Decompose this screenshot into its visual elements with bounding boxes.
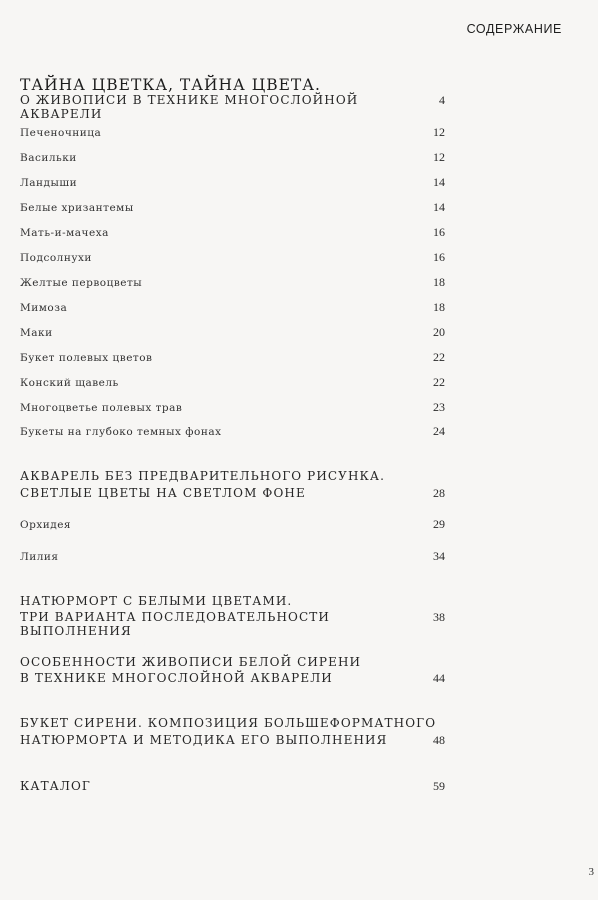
toc-item	[20, 424, 445, 439]
page-number: 3	[588, 866, 594, 878]
section-subtitle: СВЕТЛЫЕ ЦВЕТЫ НА СВЕТЛОМ ФОНЕ	[20, 486, 306, 500]
toc-item-page: 22	[433, 350, 445, 364]
section-subtitle: ТРИ ВАРИАНТА ПОСЛЕДОВАТЕЛЬНОСТИ ВЫПОЛНЕНИЯ	[20, 610, 330, 638]
toc-item	[20, 400, 445, 415]
toc-item	[20, 200, 445, 215]
toc-item-label: Желтые первоцветы	[20, 277, 143, 289]
toc-item-page: 24	[433, 424, 445, 438]
toc-item	[20, 300, 445, 315]
toc-item-label: Лилия	[20, 551, 59, 563]
toc-item	[20, 549, 445, 564]
section4-title-line2-row	[20, 671, 445, 686]
section-title: АКВАРЕЛЬ БЕЗ ПРЕДВАРИТЕЛЬНОГО РИСУНКА.	[20, 469, 386, 483]
page-ref: 48	[433, 733, 445, 747]
section-subtitle: НАТЮРМОРТА И МЕТОДИКА ЕГО ВЫПОЛНЕНИЯ	[20, 733, 388, 747]
toc-item-page: 12	[433, 125, 445, 139]
toc-item	[20, 325, 445, 340]
toc-item-label: Белые хризантемы	[20, 202, 134, 214]
toc-item	[20, 250, 445, 265]
toc-item-page: 16	[433, 250, 445, 264]
toc-item-page: 18	[433, 300, 445, 314]
contents-heading: СОДЕРЖАНИЕ	[466, 22, 562, 36]
section2-title-line1	[20, 469, 445, 483]
section-title: ТАЙНА ЦВЕТКА, ТАЙНА ЦВЕТА.	[20, 76, 321, 94]
toc-item-label: Орхидея	[20, 519, 72, 531]
toc-item-label: Ландыши	[20, 177, 78, 189]
toc-item-label: Многоцветье полевых трав	[20, 402, 183, 414]
toc-item-page: 22	[433, 375, 445, 389]
section3-title-line2-row	[20, 610, 445, 638]
toc-item-page: 34	[433, 549, 445, 563]
toc-item	[20, 125, 445, 140]
toc-item-page: 16	[433, 225, 445, 239]
toc-item-label: Печеночница	[20, 127, 102, 139]
table-of-contents	[20, 0, 445, 900]
toc-item	[20, 350, 445, 365]
toc-item	[20, 150, 445, 165]
section6-row	[20, 779, 445, 794]
toc-item-page: 18	[433, 275, 445, 289]
toc-item	[20, 225, 445, 240]
section-title: ОСОБЕННОСТИ ЖИВОПИСИ БЕЛОЙ СИРЕНИ	[20, 655, 362, 669]
toc-item-label: Букеты на глубоко темных фонах	[20, 426, 222, 438]
section-title: КАТАЛОГ	[20, 779, 91, 793]
toc-item-page: 12	[433, 150, 445, 164]
toc-item-page: 14	[433, 175, 445, 189]
section-title: НАТЮРМОРТ С БЕЛЫМИ ЦВЕТАМИ.	[20, 594, 293, 608]
toc-item-label: Мать-и-мачеха	[20, 227, 109, 239]
page-ref: 38	[433, 610, 445, 624]
section3-title-line1	[20, 594, 445, 608]
section-subtitle: В ТЕХНИКЕ МНОГОСЛОЙНОЙ АКВАРЕЛИ	[20, 671, 333, 685]
toc-item-page: 20	[433, 325, 445, 339]
section1-title-line2-row	[20, 93, 445, 121]
page-ref: 59	[433, 779, 445, 793]
toc-item-page: 23	[433, 400, 445, 414]
toc-item-page: 14	[433, 200, 445, 214]
toc-item-page: 29	[433, 517, 445, 531]
toc-item-label: Маки	[20, 327, 53, 339]
toc-item	[20, 275, 445, 290]
toc-item	[20, 175, 445, 190]
page-ref: 28	[433, 486, 445, 500]
section1-title-line1	[20, 76, 445, 94]
section-subtitle: О ЖИВОПИСИ В ТЕХНИКЕ МНОГОСЛОЙНОЙ АКВАРЕЛИ	[20, 93, 359, 121]
section4-title-line1	[20, 655, 445, 669]
toc-item-label: Подсолнухи	[20, 252, 92, 264]
toc-item	[20, 375, 445, 390]
page-ref: 44	[433, 671, 445, 685]
toc-item	[20, 517, 445, 532]
toc-item-label: Мимоза	[20, 302, 68, 314]
section2-title-line2-row	[20, 486, 445, 501]
toc-item-label: Букет полевых цветов	[20, 352, 153, 364]
toc-item-label: Конский щавель	[20, 377, 119, 389]
section5-title-line1	[20, 716, 445, 730]
page-ref: 4	[439, 93, 445, 107]
section-title: БУКЕТ СИРЕНИ. КОМПОЗИЦИЯ БОЛЬШЕФОРМАТНОГО	[20, 716, 437, 730]
toc-item-label: Васильки	[20, 152, 77, 164]
section5-title-line2-row	[20, 733, 445, 748]
